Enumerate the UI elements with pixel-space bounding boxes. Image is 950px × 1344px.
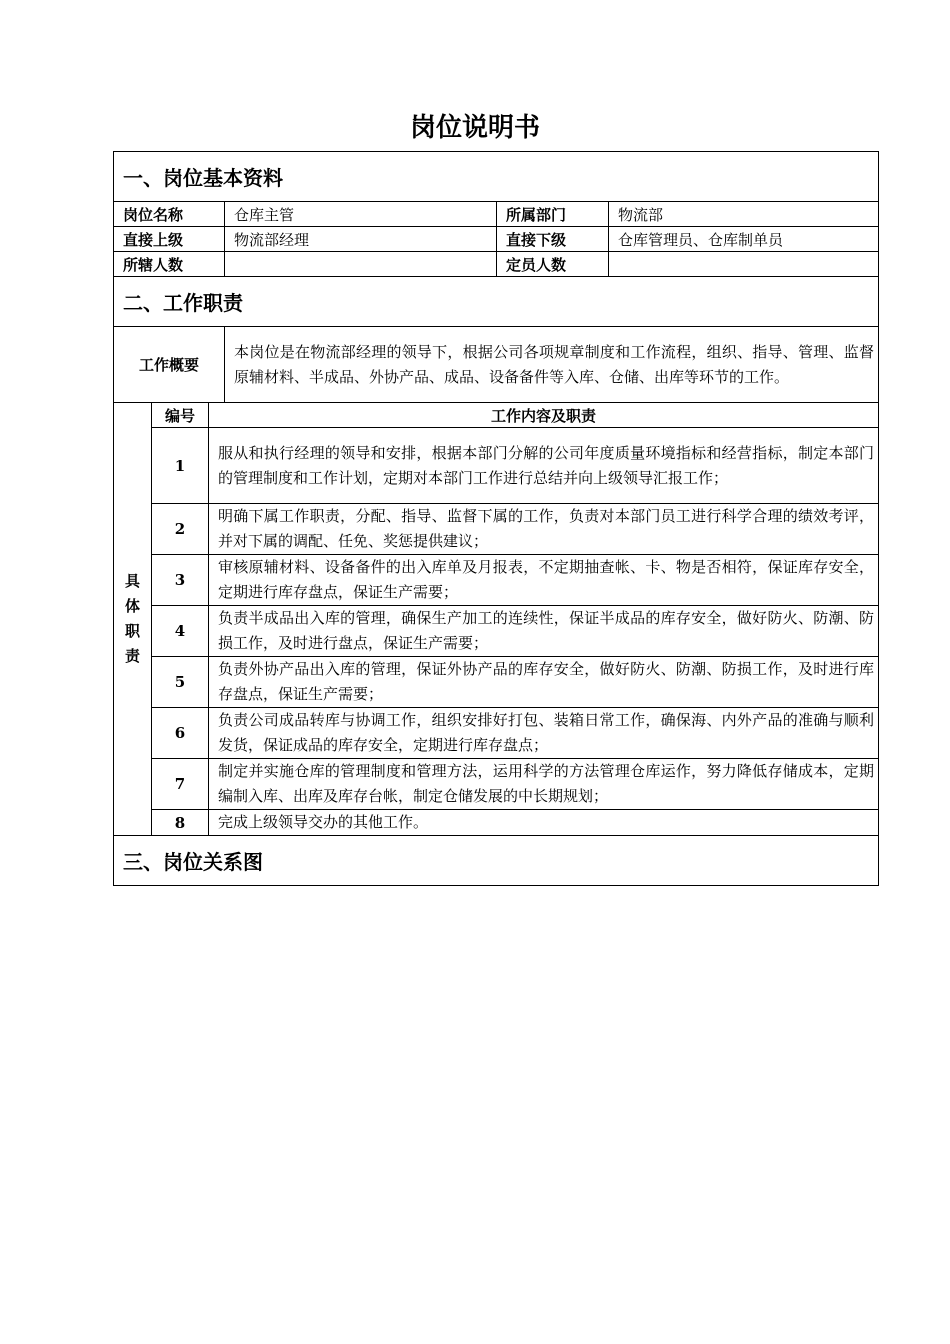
value-headcount-managed [225, 252, 497, 277]
basic-info-row [114, 202, 879, 227]
label-position-name: 岗位名称 [114, 202, 225, 227]
label-department: 所属部门 [497, 202, 609, 227]
duty-row [114, 657, 879, 708]
duty-text: 负责半成品出入库的管理，确保生产加工的连续性，保证半成品的库存安全，做好防火、防潮、防损工作，及时进行盘点，保证生产需要； [209, 606, 879, 657]
duty-row [114, 708, 879, 759]
label-char: 具 [124, 572, 140, 590]
value-authorized-headcount [609, 252, 879, 277]
label-specific-duties [114, 403, 152, 836]
value-direct-superior: 物流部经理 [225, 227, 497, 252]
duty-number: 6 [152, 708, 209, 759]
duty-number: 1 [152, 428, 209, 504]
duty-text: 服从和执行经理的领导和安排，根据本部门分解的公司年度质量环境指标和经营指标，制定本部门的管理制度和工作计划，定期对本部门工作进行总结并向上级领导汇报工作； [209, 428, 879, 504]
value-department: 物流部 [609, 202, 879, 227]
duty-number: 7 [152, 759, 209, 810]
basic-info-row [114, 227, 879, 252]
duty-number: 8 [152, 810, 209, 836]
duty-text: 负责外协产品出入库的管理，保证外协产品的库存安全，做好防火、防潮、防损工作，及时进行库存盘点，保证生产需要； [209, 657, 879, 708]
duty-number: 4 [152, 606, 209, 657]
label-char: 责 [124, 647, 140, 665]
label-headcount-managed: 所辖人数 [114, 252, 225, 277]
value-direct-subordinate: 仓库管理员、仓库制单员 [609, 227, 879, 252]
summary-row [114, 327, 879, 403]
duty-row [114, 759, 879, 810]
duty-text: 审核原辅材料、设备备件的出入库单及月报表，不定期抽查帐、卡、物是否相符，保证库存安全，定期进行库存盘点，保证生产需要； [209, 555, 879, 606]
label-direct-subordinate: 直接下级 [497, 227, 609, 252]
duty-row [114, 504, 879, 555]
section-basic-info-heading: 一、岗位基本资料 [114, 152, 879, 202]
work-summary-text: 本岗位是在物流部经理的领导下，根据公司各项规章制度和工作流程，组织、指导、管理、监督原辅材料、半成品、外协产品、成品、设备备件等入库、仓储、出库等环节的工作。 [225, 327, 879, 403]
label-work-summary: 工作概要 [114, 327, 225, 403]
label-authorized-headcount: 定员人数 [497, 252, 609, 277]
document-title: 岗位说明书 [409, 113, 540, 143]
duty-row [114, 428, 879, 504]
duty-row [114, 555, 879, 606]
duty-row [114, 606, 879, 657]
duty-text: 制定并实施仓库的管理制度和管理方法，运用科学的方法管理仓库运作，努力降低存储成本，定期编制入库、出库及库存台帐，制定仓储发展的中长期规划； [209, 759, 879, 810]
duty-row [114, 810, 879, 836]
duty-text: 明确下属工作职责，分配、指导、监督下属的工作，负责对本部门员工进行科学合理的绩效考评，并对下属的调配、任免、奖惩提供建议； [209, 504, 879, 555]
duty-number: 2 [152, 504, 209, 555]
duty-text: 完成上级领导交办的其他工作。 [209, 810, 879, 836]
column-header-content: 工作内容及职责 [209, 403, 879, 428]
job-description-table [113, 151, 879, 886]
basic-info-row [114, 252, 879, 277]
section-duties-heading: 二、工作职责 [114, 277, 879, 327]
duty-number: 5 [152, 657, 209, 708]
label-direct-superior: 直接上级 [114, 227, 225, 252]
duties-header-row [114, 403, 879, 428]
label-char: 体 [124, 597, 140, 615]
label-char: 职 [124, 622, 140, 640]
value-position-name: 仓库主管 [225, 202, 497, 227]
section-relationship-heading: 三、岗位关系图 [114, 836, 879, 886]
duty-number: 3 [152, 555, 209, 606]
duty-text: 负责公司成品转库与协调工作，组织安排好打包、装箱日常工作，确保海、内外产品的准确与顺利发货，保证成品的库存安全，定期进行库存盘点； [209, 708, 879, 759]
column-header-number: 编号 [152, 403, 209, 428]
